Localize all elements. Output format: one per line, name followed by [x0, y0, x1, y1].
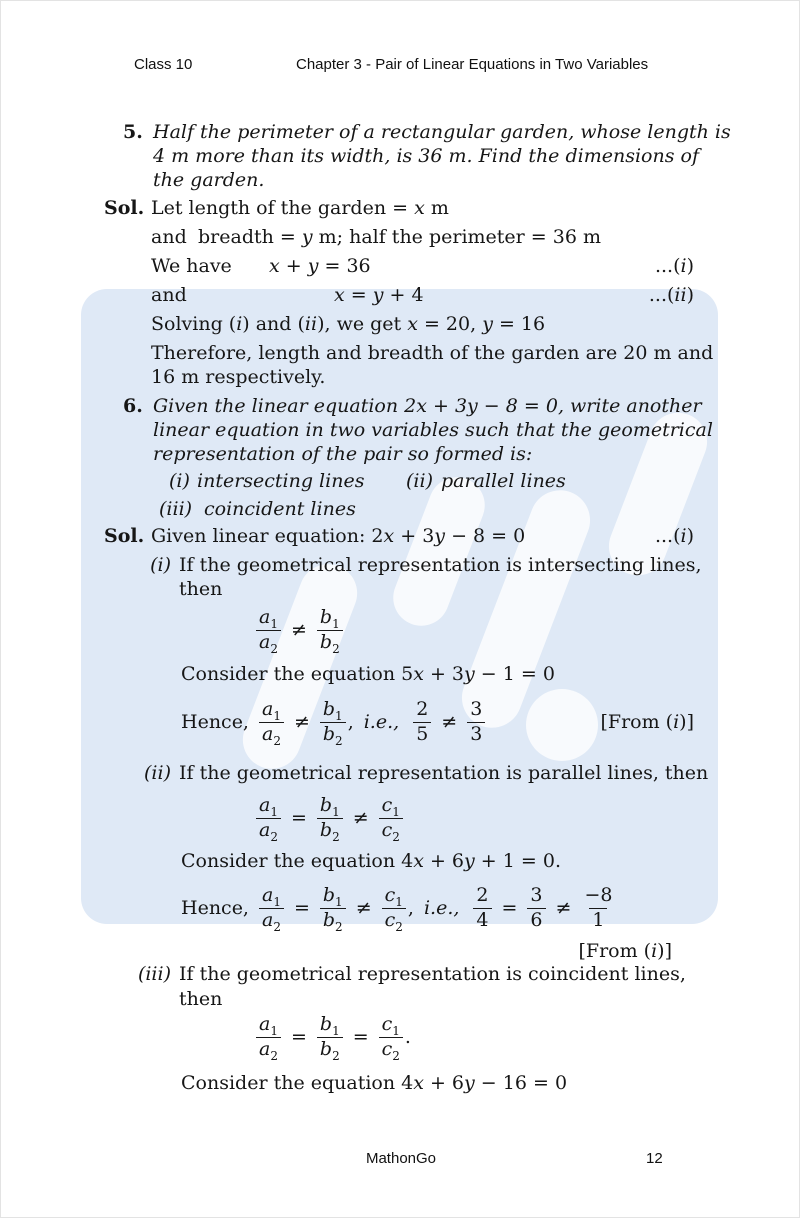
question-5-number: 5. [123, 121, 143, 143]
relation-symbol: ≠ [355, 897, 372, 920]
relation-symbol: = [352, 1026, 369, 1049]
question-6-text-line: linear equation in two variables such that the geometrical [153, 419, 713, 441]
question-5-text-line: 4 m more than its width, is 36 m. Find the dimensions of [153, 145, 699, 167]
fraction: $\frac{b_1}{b_2}$ [320, 886, 346, 931]
solution-text-line: Consider the equation 4x + 6y + 1 = 0. [181, 850, 561, 872]
relation-symbol: = [290, 1026, 307, 1049]
fraction: $\frac{a_1}{a_2}$ [259, 700, 284, 745]
fraction: $\frac{c_1}{c_2}$ [379, 1015, 403, 1060]
relation-symbol: ≠ [293, 711, 310, 734]
connector-word: and [151, 226, 187, 248]
part-iii-text: then [179, 988, 223, 1010]
hence-expression [181, 884, 694, 934]
condition-expression [256, 794, 403, 844]
fraction: $\frac{a_1}{a_2}$ [256, 796, 281, 841]
fraction: $\frac{c_1}{c_2}$ [382, 886, 406, 931]
option-ii-label: (ii) [406, 470, 433, 492]
relation-symbol: ≠ [555, 897, 572, 920]
footer-page-number: 12 [646, 1150, 663, 1167]
condition-expression [256, 606, 343, 656]
fraction: $\frac{a_1}{a_2}$ [256, 608, 281, 653]
solution-text-line: Therefore, length and breadth of the garden are 20 m and [151, 342, 714, 364]
solution-label: Sol. [104, 525, 145, 547]
question-6-number: 6. [123, 395, 143, 417]
relation-symbol: ≠ [352, 807, 369, 830]
header-chapter-title: Chapter 3 - Pair of Linear Equations in Two Variables [296, 56, 649, 73]
fraction: $\frac{b_1}{b_2}$ [317, 796, 343, 841]
ie-abbreviation: i.e., [363, 711, 400, 734]
part-iii-text: If the geometrical representation is coincident lines, [179, 963, 686, 985]
fraction: $\frac{b_1}{b_2}$ [320, 700, 346, 745]
fraction: $\frac{2}{5}$ [413, 700, 431, 745]
solution-text-line: Solving (i) and (ii), we get x = 20, y = 16 [151, 313, 546, 335]
relation-symbol: ≠ [290, 619, 307, 642]
solution-text-line: Consider the equation 4x + 6y − 16 = 0 [181, 1072, 568, 1094]
fraction: $\frac{3}{6}$ [527, 886, 545, 931]
equation: x = y + 4 [334, 284, 424, 306]
solution-text-line: breadth = y m; half the perimeter = 36 m [198, 226, 601, 248]
solution-text-line: Let length of the garden = x m [151, 197, 449, 219]
equation-lead: We have [151, 255, 232, 277]
part-i-text: then [179, 578, 223, 600]
fraction: $\frac{a_1}{a_2}$ [259, 886, 284, 931]
fraction: $\frac{b_1}{b_2}$ [317, 608, 343, 653]
part-i-label: (i) [150, 554, 171, 576]
option-iii-text: coincident lines [204, 498, 356, 520]
comma: , [407, 897, 414, 920]
fraction: $\frac{-8}{1}$ [584, 884, 613, 931]
equation-ref: ...(i) [654, 525, 694, 547]
part-iii-label: (iii) [137, 963, 171, 985]
fraction: $\frac{a_1}{a_2}$ [256, 1015, 281, 1060]
solution-text-line: Given linear equation: 2x + 3y − 8 = 0 [151, 525, 526, 547]
fraction: $\frac{b_1}{b_2}$ [317, 1015, 343, 1060]
header-class-label: Class 10 [134, 56, 193, 73]
equation-ref: ...(i) [654, 255, 694, 277]
equation-ref: ...(ii) [648, 284, 694, 306]
equation: x + y = 36 [269, 255, 371, 277]
from-reference: [From (i)] [600, 711, 694, 734]
option-ii-text: parallel lines [441, 470, 566, 492]
footer-brand: MathonGo [365, 1150, 437, 1167]
fraction: $\frac{c_1}{c_2}$ [379, 796, 403, 841]
fraction: $\frac{2}{4}$ [473, 886, 491, 931]
solution-text-line: 16 m respectively. [151, 366, 326, 388]
condition-expression [256, 1013, 411, 1063]
solution-label: Sol. [104, 197, 145, 219]
question-5-text-line: the garden. [153, 169, 265, 191]
relation-symbol: ≠ [441, 711, 458, 734]
solution-text-line: Consider the equation 5x + 3y − 1 = 0 [181, 663, 555, 685]
from-reference: [From (i)] [578, 940, 672, 962]
part-ii-text: If the geometrical representation is parallel lines, then [179, 762, 709, 784]
question-6-text-line: Given the linear equation 2x + 3y − 8 = 0, write another [153, 395, 702, 417]
relation-symbol: = [290, 807, 307, 830]
watermark-slash-icon [385, 469, 493, 634]
ie-abbreviation: i.e., [423, 897, 460, 920]
hence-word: Hence, [181, 897, 249, 920]
hence-expression [181, 698, 694, 748]
option-i-text: intersecting lines [197, 470, 365, 492]
part-ii-label: (ii) [144, 762, 171, 784]
relation-symbol: = [293, 897, 310, 920]
equation-lead: and [151, 284, 187, 306]
question-6-text-line: representation of the pair so formed is: [153, 443, 533, 465]
question-5-text-line: Half the perimeter of a rectangular garden, whose length is [153, 121, 731, 143]
fraction: $\frac{3}{3}$ [467, 700, 485, 745]
relation-symbol: = [501, 897, 518, 920]
period: . [404, 1026, 411, 1049]
hence-word: Hence, [181, 711, 249, 734]
part-i-text: If the geometrical representation is intersecting lines, [179, 554, 702, 576]
option-i-label: (i) [169, 470, 190, 492]
option-iii-label: (iii) [159, 498, 193, 520]
comma: , [347, 711, 354, 734]
